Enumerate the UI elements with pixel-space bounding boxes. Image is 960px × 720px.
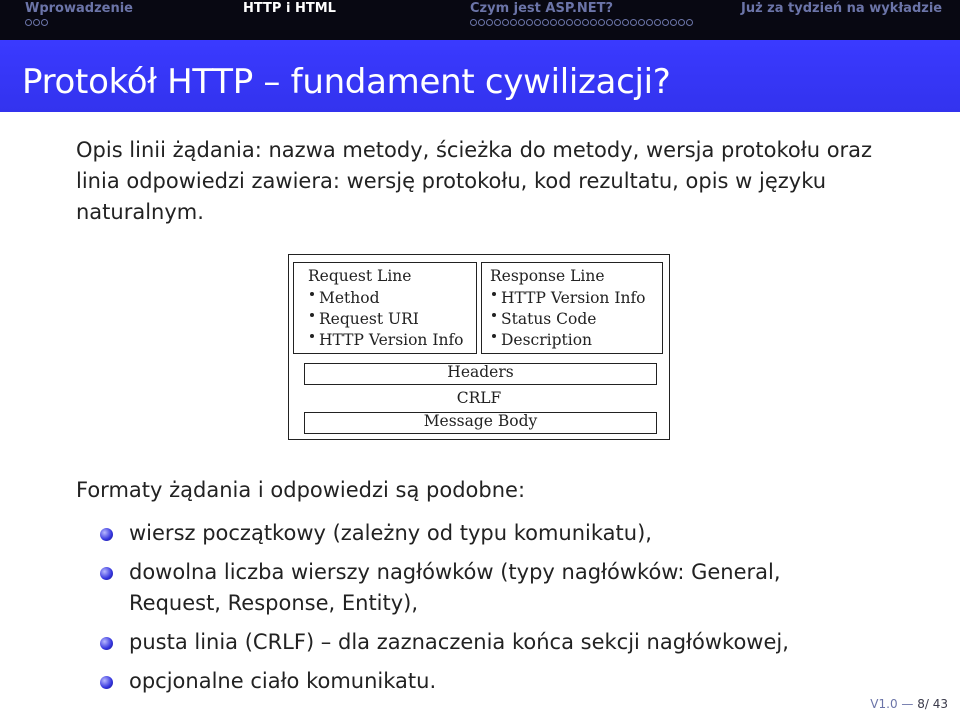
slide-dot[interactable] [654,19,661,26]
slide-dot[interactable] [622,19,629,26]
response-item [492,331,592,349]
bullet-dot [310,292,314,296]
list-item [100,666,860,697]
list-item-text: opcjonalne ciało komunikatu. [129,669,437,693]
navigation-bar [0,0,960,40]
slide-dot[interactable] [542,19,549,26]
slide-dot[interactable] [550,19,557,26]
bullet-ball-icon [100,567,113,580]
slide-dot[interactable] [25,19,32,26]
response-item [492,289,646,307]
slide-dot[interactable] [478,19,485,26]
request-item-label: Request URI [319,310,419,328]
request-item-label: HTTP Version Info [319,331,464,349]
slide-dot[interactable] [494,19,501,26]
slide-dot[interactable] [686,19,693,26]
bullet-dot [310,334,314,338]
slide-dot[interactable] [558,19,565,26]
slide-dot[interactable] [574,19,581,26]
headers-box [304,363,657,385]
request-item [310,331,464,349]
list-item-text: pusta linia (CRLF) – dla zaznaczenia końca sekcji nagłówkowej, [129,630,789,654]
nav-section-http-html[interactable]: HTTP i HTML [243,1,336,16]
intro-paragraph: Opis linii żądania: nazwa metody, ścieżka do metody, wersja protokołu oraz linia odpowiedzi zawiera: wersję protokołu, kod rezultatu, opis w języku naturalnym. [76,138,873,224]
footer-separator: — [901,697,914,711]
bullet-ball-icon [100,637,113,650]
response-line-box [481,262,663,354]
slide-dot[interactable] [678,19,685,26]
slide-dot[interactable] [662,19,669,26]
slide-dot[interactable] [670,19,677,26]
slide-dot[interactable] [510,19,517,26]
request-item-label: Method [319,289,380,307]
section-3-slide-dots [470,19,694,29]
page-number: 8/ 43 [917,697,948,711]
nav-section-next-week[interactable]: Już za tydzień na wykładzie [741,1,943,16]
message-body-label: Message Body [423,412,538,430]
slide-dot[interactable] [614,19,621,26]
response-item-label: HTTP Version Info [501,289,646,307]
list-item [100,557,860,619]
headers-label: Headers [447,363,514,381]
nav-section-asp-net[interactable]: Czym jest ASP.NET? [470,1,614,16]
bullet-dot [310,313,314,317]
bullet-dot [492,292,496,296]
slide-title: Protokół HTTP – fundament cywilizacji? [22,62,671,102]
slide-dot[interactable] [606,19,613,26]
version-label: V1.0 [870,697,898,711]
bullet-list [100,518,860,705]
crlf-label: CRLF [456,389,502,407]
slide-dot[interactable] [630,19,637,26]
nav-section-wprowadzenie[interactable]: Wprowadzenie [25,1,133,16]
request-item [310,289,380,307]
slide-dot[interactable] [486,19,493,26]
request-line-box [293,262,477,354]
section-1-slide-dots [25,19,49,29]
list-item-text: dowolna liczba wierszy nagłówków (typy nagłówków: General, Request, Response, Entity), [129,560,781,615]
bullet-ball-icon [100,676,113,689]
http-message-diagram [288,254,670,440]
slide-dot[interactable] [646,19,653,26]
formats-heading: Formaty żądania i odpowiedzi są podobne: [76,478,526,502]
slide-dot[interactable] [518,19,525,26]
request-item [310,310,419,328]
slide-dot[interactable] [33,19,40,26]
slide-dot[interactable] [470,19,477,26]
slide-footer [870,697,948,711]
list-item-text: wiersz początkowy (zależny od typu komunikatu), [129,521,652,545]
slide-dot[interactable] [598,19,605,26]
message-body-box [304,412,657,434]
bullet-ball-icon [100,528,113,541]
bullet-dot [492,334,496,338]
response-item-label: Status Code [501,310,597,328]
response-item-label: Description [501,331,593,349]
slide-dot[interactable] [582,19,589,26]
slide-dot[interactable] [590,19,597,26]
frame-title-bar [0,40,960,112]
list-item [100,627,860,658]
slide-dot[interactable] [41,19,48,26]
request-line-title: Request Line [308,267,412,285]
slide-dot[interactable] [534,19,541,26]
response-line-title: Response Line [490,267,605,285]
slide-dot[interactable] [566,19,573,26]
slide-dot[interactable] [502,19,509,26]
response-item [492,310,596,328]
bullet-dot [492,313,496,317]
slide-dot[interactable] [638,19,645,26]
list-item [100,518,860,549]
slide-dot[interactable] [526,19,533,26]
